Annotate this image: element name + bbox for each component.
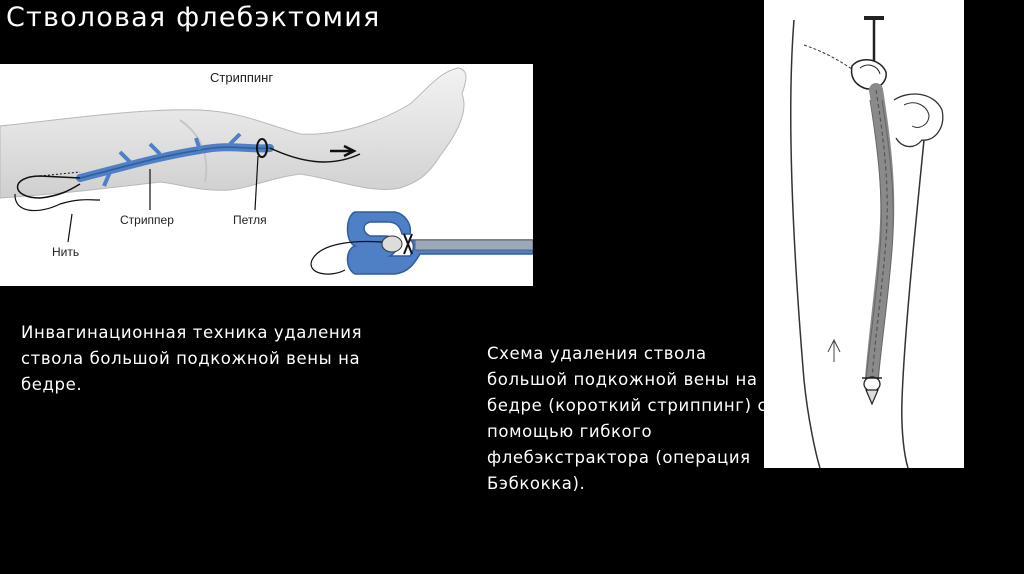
- knee-incision: [864, 377, 880, 391]
- thread-leader: [68, 214, 72, 242]
- slide-title: Стволовая флебэктомия: [6, 2, 381, 33]
- caption-line: ствола большой подкожной вены на: [21, 349, 361, 368]
- caption-line: бедре (короткий стриппинг) с: [487, 396, 768, 415]
- caption-line: Бэбкокка).: [487, 474, 586, 493]
- thigh-outer-edge: [791, 20, 820, 468]
- caption-line: Схема удаления ствола: [487, 344, 707, 363]
- label-loop: Петля: [233, 213, 267, 227]
- caption-line: помощью гибкого: [487, 422, 653, 441]
- thigh-inner-edge: [902, 140, 924, 468]
- thigh-scheme-drawing: [764, 0, 964, 468]
- label-stripper: Стриппер: [120, 213, 174, 227]
- caption-line: флебэкстрактора (операция: [487, 448, 751, 467]
- caption-babcock: [487, 341, 777, 497]
- babcock-scheme-illustration: [764, 0, 964, 468]
- label-thread: Нить: [52, 245, 80, 259]
- great-saphenous-vein: [872, 90, 887, 378]
- inset-invagination: [311, 212, 533, 274]
- leg-shape: [0, 68, 466, 198]
- caption-invagination: [21, 320, 381, 398]
- groin-outline: [894, 94, 943, 147]
- caption-line: большой подкожной вены на: [487, 370, 758, 389]
- caption-line: бедре.: [21, 375, 83, 394]
- groin-detail: [904, 103, 929, 128]
- label-stripping: Стриппинг: [210, 70, 274, 85]
- caption-line: Инвагинационная техника удаления: [21, 323, 363, 342]
- extractor-olive: [866, 390, 878, 404]
- leg-stripping-drawing: [0, 64, 533, 286]
- stripping-illustration: [0, 64, 533, 286]
- groin-incision: [852, 60, 887, 89]
